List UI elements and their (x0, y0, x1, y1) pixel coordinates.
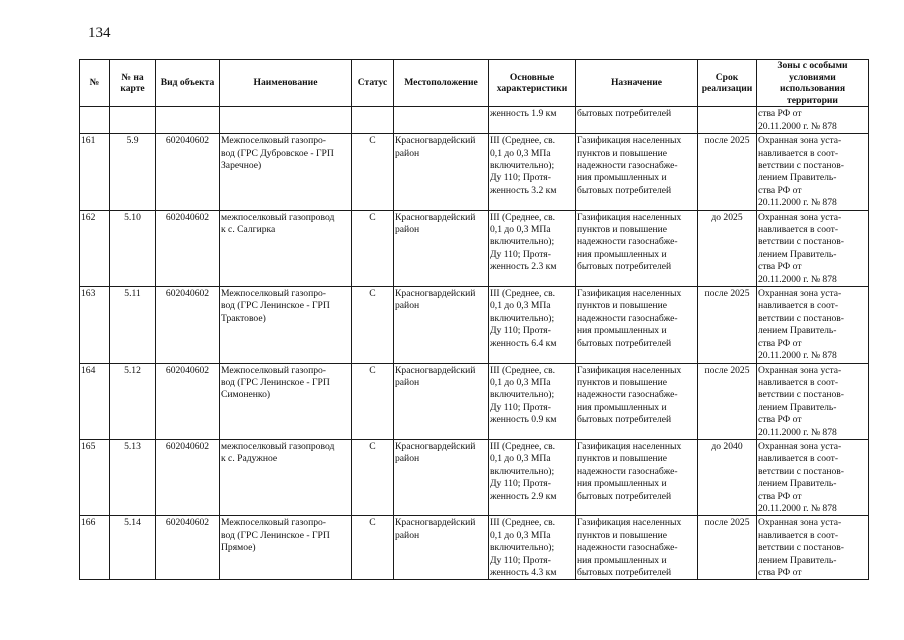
cell-purpose: бытовых потребителей (576, 107, 698, 134)
cell-characteristics: III (Среднее, св. 0,1 до 0,3 МПа включительно); Ду 110; Протя- женность 2.3 км (489, 210, 576, 286)
cell-status: С (352, 287, 394, 363)
cell-location: Красногвардейский район (394, 287, 489, 363)
cell-characteristics: женность 1.9 км (489, 107, 576, 134)
header-status: Статус (352, 60, 394, 107)
cell-zones: Охранная зона уста- навливается в соот- ветствии с постанов- лением Правитель- ства РФ от 20.11.2000 г. № 878 (757, 287, 869, 363)
cell-status: С (352, 210, 394, 286)
cell-term: после 2025 (698, 287, 757, 363)
cell-object-type: 602040602 (156, 287, 220, 363)
cell-num (80, 107, 110, 134)
cell-purpose: Газификация населенных пунктов и повышение надежности газоснабже- ния промышленных и бытовых потребителей (576, 363, 698, 439)
cell-characteristics: III (Среднее, св. 0,1 до 0,3 МПа включительно); Ду 110; Протя- женность 3.2 км (489, 134, 576, 210)
cell-zones: Охранная зона уста- навливается в соот- ветствии с постанов- лением Правитель- ства РФ от 20.11.2000 г. № 878 (757, 363, 869, 439)
cell-location: Красногвардейский район (394, 210, 489, 286)
table-row (80, 516, 869, 580)
cell-location: Красногвардейский район (394, 439, 489, 515)
cell-zones: ства РФ от 20.11.2000 г. № 878 (757, 107, 869, 134)
header-zones: Зоны с особыми условиями использования территории (757, 60, 869, 107)
header-name: Наименование (220, 60, 352, 107)
cell-object-type (156, 107, 220, 134)
table-row (80, 439, 869, 515)
cell-object-type: 602040602 (156, 439, 220, 515)
table-row (80, 363, 869, 439)
cell-term: после 2025 (698, 363, 757, 439)
cell-map-num (110, 107, 156, 134)
header-num: № (80, 60, 110, 107)
cell-map-num: 5.11 (110, 287, 156, 363)
cell-location: Красногвардейский район (394, 516, 489, 580)
table-row (80, 210, 869, 286)
cell-num: 164 (80, 363, 110, 439)
cell-zones: Охранная зона уста- навливается в соот- ветствии с постанов- лением Правитель- ства РФ от 20.11.2000 г. № 878 (757, 210, 869, 286)
cell-term: до 2040 (698, 439, 757, 515)
cell-characteristics: III (Среднее, св. 0,1 до 0,3 МПа включительно); Ду 110; Протя- женность 6.4 км (489, 287, 576, 363)
cell-map-num: 5.10 (110, 210, 156, 286)
cell-term: до 2025 (698, 210, 757, 286)
cell-name: Межпоселковый газопро- вод (ГРС Дубровское - ГРП Заречное) (220, 134, 352, 210)
cell-object-type: 602040602 (156, 516, 220, 580)
table-row (80, 287, 869, 363)
header-location: Местоположение (394, 60, 489, 107)
cell-name (220, 107, 352, 134)
cell-map-num: 5.13 (110, 439, 156, 515)
cell-name: Межпоселковый газопро- вод (ГРС Ленинское - ГРП Трактовое) (220, 287, 352, 363)
cell-purpose: Газификация населенных пунктов и повышение надежности газоснабже- ния промышленных и бытовых потребителей (576, 287, 698, 363)
cell-purpose: Газификация населенных пунктов и повышение надежности газоснабже- ния промышленных и бытовых потребителей (576, 210, 698, 286)
cell-num: 162 (80, 210, 110, 286)
cell-characteristics: III (Среднее, св. 0,1 до 0,3 МПа включительно); Ду 110; Протя- женность 2.9 км (489, 439, 576, 515)
cell-object-type: 602040602 (156, 134, 220, 210)
cell-term (698, 107, 757, 134)
table-row (80, 134, 869, 210)
page-number: 134 (88, 25, 111, 41)
cell-term: после 2025 (698, 134, 757, 210)
header-object-type: Вид объекта (156, 60, 220, 107)
cell-zones: Охранная зона уста- навливается в соот- ветствии с постанов- лением Правитель- ства РФ от 20.11.2000 г. № 878 (757, 134, 869, 210)
cell-num: 163 (80, 287, 110, 363)
cell-term: после 2025 (698, 516, 757, 580)
cell-num: 165 (80, 439, 110, 515)
cell-map-num: 5.14 (110, 516, 156, 580)
table-row-continuation (80, 107, 869, 134)
cell-object-type: 602040602 (156, 210, 220, 286)
header-characteristics: Основные характеристики (489, 60, 576, 107)
cell-characteristics: III (Среднее, св. 0,1 до 0,3 МПа включительно); Ду 110; Протя- женность 0.9 км (489, 363, 576, 439)
cell-purpose: Газификация населенных пунктов и повышение надежности газоснабже- ния промышленных и бытовых потребителей (576, 439, 698, 515)
cell-name: межпоселковый газопровод к с. Салгирка (220, 210, 352, 286)
cell-zones: Охранная зона уста- навливается в соот- ветствии с постанов- лением Правитель- ства РФ от 20.11.2000 г. № 878 (757, 439, 869, 515)
cell-map-num: 5.9 (110, 134, 156, 210)
cell-zones: Охранная зона уста- навливается в соот- ветствии с постанов- лением Правитель- ства РФ от (757, 516, 869, 580)
cell-num: 166 (80, 516, 110, 580)
cell-num: 161 (80, 134, 110, 210)
cell-status: С (352, 439, 394, 515)
cell-purpose: Газификация населенных пунктов и повышение надежности газоснабже- ния промышленных и бытовых потребителей (576, 134, 698, 210)
cell-purpose: Газификация населенных пунктов и повышение надежности газоснабже- ния промышленных и бытовых потребителей (576, 516, 698, 580)
header-term: Срок реализации (698, 60, 757, 107)
cell-name: Межпоселковый газопро- вод (ГРС Ленинское - ГРП Симоненко) (220, 363, 352, 439)
header-map-num: № на карте (110, 60, 156, 107)
cell-location: Красногвардейский район (394, 134, 489, 210)
cell-characteristics: III (Среднее, св. 0,1 до 0,3 МПа включительно); Ду 110; Протя- женность 4.3 км (489, 516, 576, 580)
cell-name: Межпоселковый газопро- вод (ГРС Ленинское - ГРП Прямое) (220, 516, 352, 580)
cell-location: Красногвардейский район (394, 363, 489, 439)
cell-status: С (352, 516, 394, 580)
cell-status: С (352, 134, 394, 210)
cell-location (394, 107, 489, 134)
objects-table (79, 59, 869, 580)
cell-map-num: 5.12 (110, 363, 156, 439)
cell-status (352, 107, 394, 134)
cell-status: С (352, 363, 394, 439)
table-header-row (80, 60, 869, 107)
header-purpose: Назначение (576, 60, 698, 107)
cell-name: межпоселковый газопровод к с. Радужное (220, 439, 352, 515)
cell-object-type: 602040602 (156, 363, 220, 439)
